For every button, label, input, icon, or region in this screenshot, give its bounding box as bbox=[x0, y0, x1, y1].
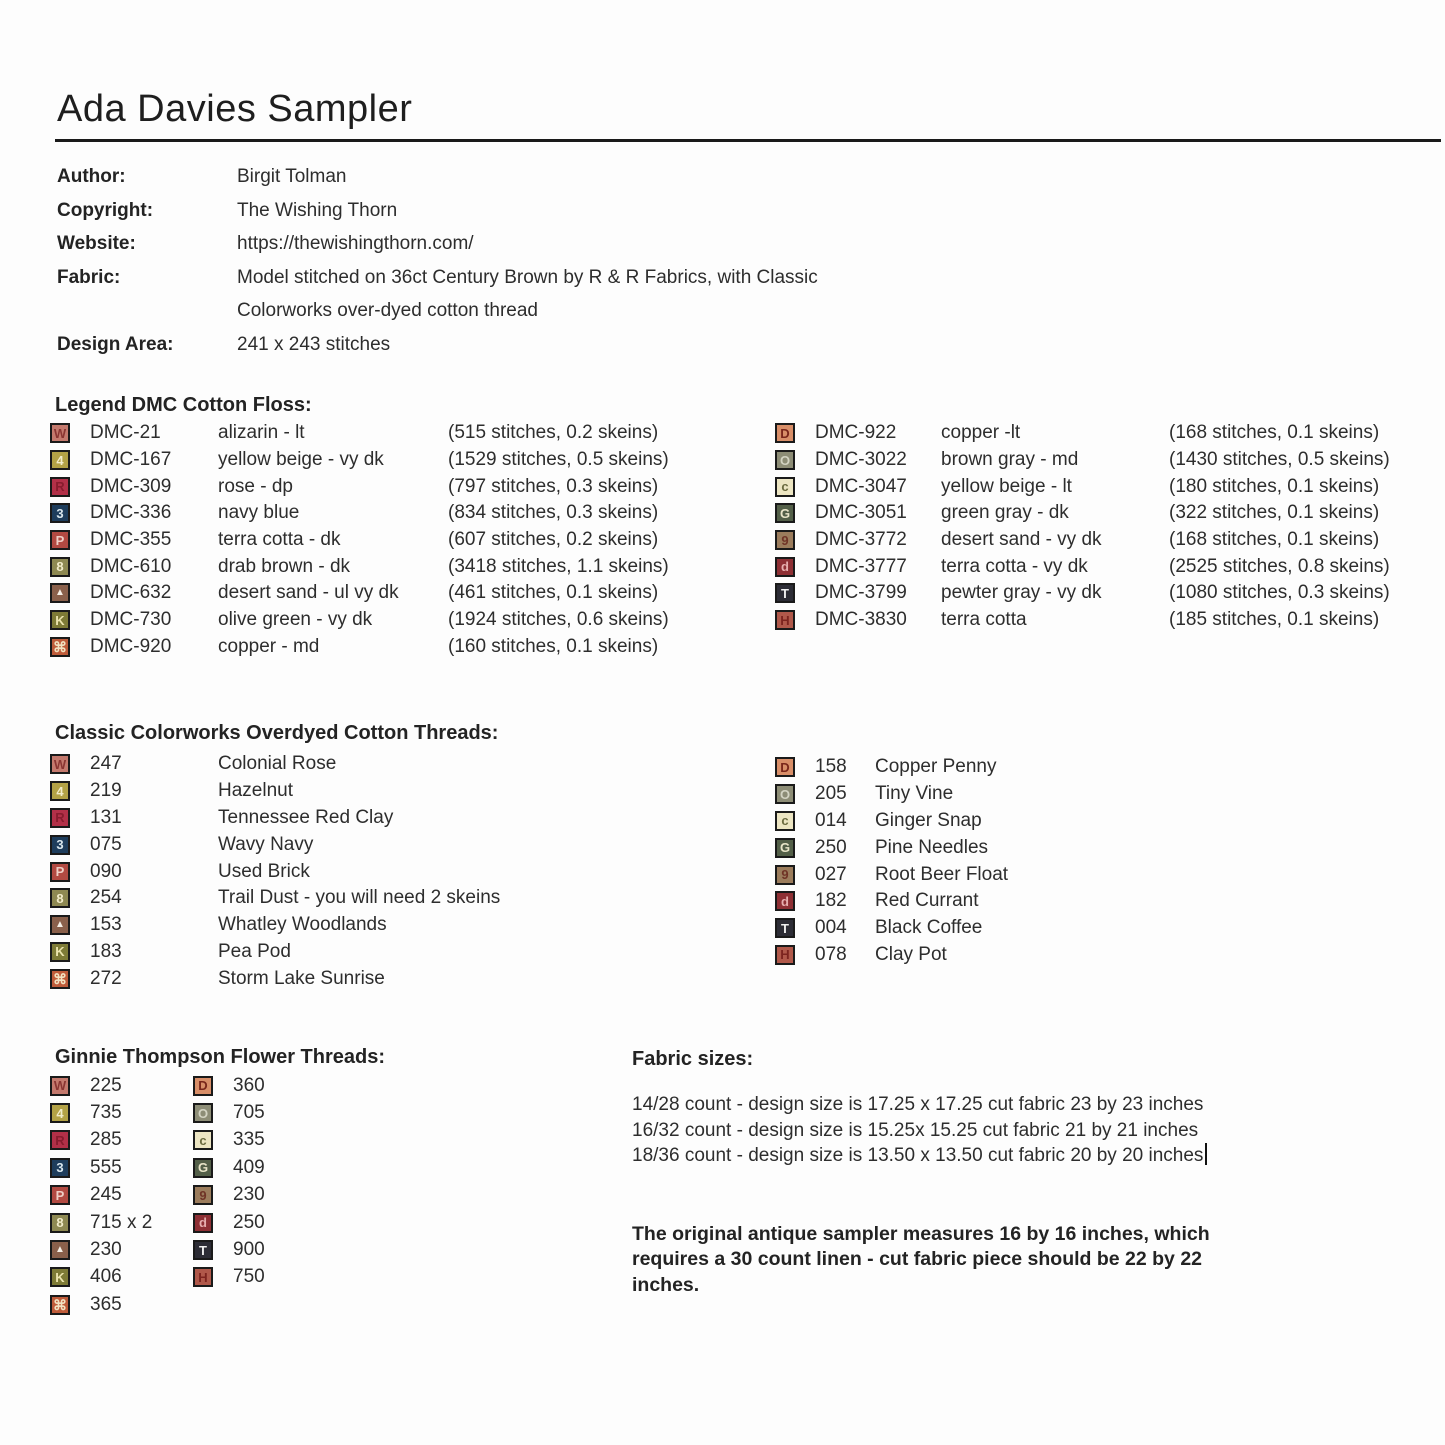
legend-code: DMC-3830 bbox=[815, 609, 907, 631]
meta-row-fabric bbox=[57, 261, 818, 328]
legend-row bbox=[193, 1182, 265, 1209]
legend-row bbox=[775, 888, 1008, 915]
legend-name: olive green - vy dk bbox=[218, 609, 373, 631]
legend-row bbox=[50, 912, 500, 939]
legend-code: DMC-3022 bbox=[815, 449, 907, 471]
symbol-w-icon: W bbox=[50, 754, 70, 774]
legend-row bbox=[50, 1154, 152, 1181]
legend-row bbox=[50, 1209, 152, 1236]
legend-usage: (322 stitches, 0.1 skeins) bbox=[1169, 502, 1380, 524]
legend-number: 272 bbox=[90, 967, 122, 989]
legend-number: 406 bbox=[90, 1266, 122, 1288]
legend-row bbox=[50, 1127, 152, 1154]
legend-row bbox=[50, 858, 500, 885]
symbol-r-icon: R bbox=[50, 1130, 70, 1150]
fabric-size-line: 14/28 count - design size is 17.25 x 17.25 cut fabric 23 by 23 inches bbox=[632, 1094, 1204, 1115]
legend-row bbox=[775, 781, 1008, 808]
legend-usage: (168 stitches, 0.1 skeins) bbox=[1169, 529, 1380, 551]
legend-code: DMC-3047 bbox=[815, 475, 907, 497]
symbol-k-icon: K bbox=[50, 1267, 70, 1287]
meta-value: 241 x 243 stitches bbox=[237, 333, 391, 355]
legend-name: copper -lt bbox=[941, 422, 1021, 444]
legend-row bbox=[50, 1264, 152, 1291]
legend-usage: (185 stitches, 0.1 skeins) bbox=[1169, 609, 1380, 631]
legend-row bbox=[193, 1236, 265, 1263]
legend-name: Colonial Rose bbox=[218, 753, 337, 775]
symbol-t-icon: T bbox=[193, 1240, 213, 1260]
symbol-c-icon: c bbox=[775, 811, 795, 831]
legend-row bbox=[50, 1099, 152, 1126]
legend-row bbox=[193, 1127, 265, 1154]
legend-name: drab brown - dk bbox=[218, 555, 351, 577]
legend-row bbox=[775, 500, 1390, 527]
legend-row bbox=[775, 447, 1390, 474]
legend-number: 750 bbox=[233, 1266, 265, 1288]
symbol-p-icon: P bbox=[50, 1185, 70, 1205]
symbol-k-icon: K bbox=[50, 610, 70, 630]
legend-code: DMC-632 bbox=[90, 582, 172, 604]
legend-usage: (834 stitches, 0.3 skeins) bbox=[448, 502, 659, 524]
legend-code: DMC-610 bbox=[90, 555, 172, 577]
dmc-legend-heading: Legend DMC Cotton Floss: bbox=[55, 394, 312, 416]
legend-usage: (461 stitches, 0.1 skeins) bbox=[448, 582, 659, 604]
colorworks-right-column bbox=[775, 754, 1008, 968]
legend-number: 285 bbox=[90, 1129, 122, 1151]
symbol-3-icon: 3 bbox=[50, 835, 70, 855]
symbol-9-icon: 9 bbox=[775, 865, 795, 885]
legend-code: DMC-167 bbox=[90, 449, 172, 471]
legend-number: 004 bbox=[815, 917, 847, 939]
legend-code: DMC-3051 bbox=[815, 502, 907, 524]
legend-code: DMC-21 bbox=[90, 422, 161, 444]
legend-name: Tennessee Red Clay bbox=[218, 806, 394, 828]
meta-label: Fabric: bbox=[57, 266, 121, 288]
legend-name: Ginger Snap bbox=[875, 809, 982, 831]
symbol-9-icon: 9 bbox=[775, 530, 795, 550]
legend-row bbox=[775, 754, 1008, 781]
legend-row bbox=[50, 447, 669, 474]
legend-row bbox=[50, 527, 669, 554]
symbol-d-icon: D bbox=[775, 757, 795, 777]
legend-name: Copper Penny bbox=[875, 756, 997, 778]
legend-code: DMC-336 bbox=[90, 502, 172, 524]
legend-row bbox=[193, 1072, 265, 1099]
legend-name: pewter gray - vy dk bbox=[941, 582, 1102, 604]
legend-usage: (1080 stitches, 0.3 skeins) bbox=[1169, 582, 1390, 604]
symbol-command-icon: ⌘ bbox=[50, 1295, 70, 1315]
legend-name: terra cotta bbox=[941, 609, 1027, 631]
symbol-r-icon: R bbox=[50, 477, 70, 497]
legend-row bbox=[50, 885, 500, 912]
legend-code: DMC-3777 bbox=[815, 555, 907, 577]
meta-label: Copyright: bbox=[57, 199, 154, 221]
meta-value: Birgit Tolman bbox=[237, 166, 347, 187]
symbol-d-icon: D bbox=[193, 1076, 213, 1096]
legend-number: 555 bbox=[90, 1156, 122, 1178]
legend-row bbox=[50, 805, 500, 832]
symbol-w-icon: W bbox=[50, 423, 70, 443]
symbol-p-icon: P bbox=[50, 862, 70, 882]
legend-number: 131 bbox=[90, 806, 122, 828]
legend-name: terra cotta - vy dk bbox=[941, 555, 1088, 577]
legend-number: 254 bbox=[90, 887, 122, 909]
sampler-note-block bbox=[632, 1222, 1210, 1298]
legend-row bbox=[775, 473, 1390, 500]
legend-number: 183 bbox=[90, 940, 122, 962]
legend-number: 027 bbox=[815, 863, 847, 885]
fabric-line-1: Model stitched on 36ct Century Brown by R & R Fabrics, with Classic bbox=[237, 266, 818, 288]
legend-row bbox=[50, 553, 669, 580]
legend-usage: (607 stitches, 0.2 skeins) bbox=[448, 529, 659, 551]
legend-code: DMC-922 bbox=[815, 422, 897, 444]
legend-row bbox=[775, 580, 1390, 607]
fabric-line-2: Colorworks over-dyed cotton thread bbox=[237, 300, 538, 322]
legend-usage: (3418 stitches, 1.1 skeins) bbox=[448, 555, 669, 577]
legend-row bbox=[50, 420, 669, 447]
legend-name: Used Brick bbox=[218, 860, 310, 882]
colorworks-left-column bbox=[50, 751, 500, 992]
symbol-c-icon: c bbox=[193, 1130, 213, 1150]
legend-row bbox=[775, 915, 1008, 942]
title-divider bbox=[55, 139, 1441, 142]
meta-value: The Wishing Thorn bbox=[237, 199, 398, 221]
legend-number: 205 bbox=[815, 783, 847, 805]
ginnie-right-column bbox=[193, 1072, 265, 1291]
ginnie-heading: Ginnie Thompson Flower Threads: bbox=[55, 1046, 386, 1068]
legend-name: desert sand - vy dk bbox=[941, 529, 1102, 551]
legend-row bbox=[50, 965, 500, 992]
legend-row bbox=[193, 1154, 265, 1181]
legend-number: 182 bbox=[815, 890, 847, 912]
legend-row bbox=[50, 1291, 152, 1318]
legend-name: yellow beige - lt bbox=[941, 475, 1072, 497]
symbol-d-lower-icon: d bbox=[193, 1213, 213, 1233]
legend-number: 900 bbox=[233, 1239, 265, 1261]
legend-number: 409 bbox=[233, 1156, 265, 1178]
dmc-legend-left-column bbox=[50, 420, 669, 660]
symbol-4-icon: 4 bbox=[50, 781, 70, 801]
legend-number: 225 bbox=[90, 1074, 122, 1096]
legend-number: 705 bbox=[233, 1102, 265, 1124]
legend-row bbox=[50, 1182, 152, 1209]
meta-label: Design Area: bbox=[57, 333, 174, 355]
fabric-size-line: 16/32 count - design size is 15.25x 15.25 cut fabric 21 by 21 inches bbox=[632, 1119, 1199, 1141]
legend-usage: (797 stitches, 0.3 skeins) bbox=[448, 475, 659, 497]
legend-name: Pine Needles bbox=[875, 836, 989, 858]
legend-code: DMC-920 bbox=[90, 635, 172, 657]
legend-row bbox=[193, 1264, 265, 1291]
legend-row bbox=[775, 420, 1390, 447]
fabric-sizes-heading: Fabric sizes: bbox=[632, 1048, 754, 1070]
legend-number: 158 bbox=[815, 756, 847, 778]
legend-row bbox=[50, 473, 669, 500]
meta-row-copyright bbox=[57, 194, 818, 228]
legend-row bbox=[775, 527, 1390, 554]
legend-name: Hazelnut bbox=[218, 780, 293, 802]
symbol-8-icon: 8 bbox=[50, 557, 70, 577]
legend-row bbox=[775, 808, 1008, 835]
legend-number: 078 bbox=[815, 943, 847, 965]
legend-name: Pea Pod bbox=[218, 940, 291, 962]
colorworks-heading: Classic Colorworks Overdyed Cotton Threads: bbox=[55, 722, 499, 744]
fabric-size-line bbox=[632, 1143, 1207, 1169]
legend-usage: (168 stitches, 0.1 skeins) bbox=[1169, 422, 1380, 444]
legend-number: 715 x 2 bbox=[90, 1211, 153, 1233]
legend-row bbox=[775, 834, 1008, 861]
legend-row bbox=[775, 861, 1008, 888]
legend-name: copper - md bbox=[218, 635, 320, 657]
symbol-4-icon: 4 bbox=[50, 450, 70, 470]
legend-usage: (160 stitches, 0.1 skeins) bbox=[448, 635, 659, 657]
legend-code: DMC-309 bbox=[90, 475, 172, 497]
legend-number: 230 bbox=[233, 1184, 265, 1206]
legend-usage: (1924 stitches, 0.6 skeins) bbox=[448, 609, 669, 631]
legend-code: DMC-355 bbox=[90, 529, 172, 551]
legend-row bbox=[50, 778, 500, 805]
symbol-g-icon: G bbox=[775, 503, 795, 523]
legend-usage: (515 stitches, 0.2 skeins) bbox=[448, 422, 659, 444]
legend-code: DMC-3772 bbox=[815, 529, 907, 551]
legend-usage: (1529 stitches, 0.5 skeins) bbox=[448, 449, 669, 471]
text-caret bbox=[1205, 1143, 1207, 1165]
symbol-p-icon: P bbox=[50, 530, 70, 550]
legend-row bbox=[775, 942, 1008, 969]
legend-name: Storm Lake Sunrise bbox=[218, 967, 385, 989]
legend-number: 365 bbox=[90, 1293, 122, 1315]
symbol-9-icon: 9 bbox=[193, 1185, 213, 1205]
legend-row bbox=[50, 939, 500, 966]
legend-number: 230 bbox=[90, 1239, 122, 1261]
symbol-h-icon: H bbox=[193, 1267, 213, 1287]
legend-row bbox=[50, 1236, 152, 1263]
legend-usage: (2525 stitches, 0.8 skeins) bbox=[1169, 555, 1390, 577]
legend-number: 247 bbox=[90, 753, 122, 775]
meta-row-author bbox=[57, 160, 818, 194]
legend-name: navy blue bbox=[218, 502, 300, 524]
legend-number: 219 bbox=[90, 780, 122, 802]
legend-code: DMC-3799 bbox=[815, 582, 907, 604]
legend-name: Root Beer Float bbox=[875, 863, 1009, 885]
legend-number: 245 bbox=[90, 1184, 122, 1206]
meta-label: Website: bbox=[57, 233, 136, 255]
symbol-c-icon: c bbox=[775, 477, 795, 497]
note-line: The original antique sampler measures 16 by 16 inches, which bbox=[632, 1223, 1210, 1245]
legend-number: 250 bbox=[815, 836, 847, 858]
symbol-triangle-icon: ▲ bbox=[50, 915, 70, 935]
symbol-t-icon: T bbox=[775, 583, 795, 603]
symbol-triangle-icon: ▲ bbox=[50, 583, 70, 603]
symbol-d-icon: D bbox=[775, 423, 795, 443]
symbol-k-icon: K bbox=[50, 942, 70, 962]
legend-usage: (180 stitches, 0.1 skeins) bbox=[1169, 475, 1380, 497]
legend-name: Black Coffee bbox=[875, 917, 983, 939]
meta-block bbox=[57, 160, 818, 362]
symbol-command-icon: ⌘ bbox=[50, 969, 70, 989]
symbol-g-icon: G bbox=[193, 1158, 213, 1178]
symbol-t-icon: T bbox=[775, 918, 795, 938]
meta-value bbox=[237, 261, 818, 328]
legend-name: Red Currant bbox=[875, 890, 979, 912]
legend-name: alizarin - lt bbox=[218, 422, 305, 444]
legend-row bbox=[775, 553, 1390, 580]
legend-row bbox=[50, 607, 669, 634]
meta-row-website bbox=[57, 227, 818, 261]
symbol-4-icon: 4 bbox=[50, 1103, 70, 1123]
legend-number: 075 bbox=[90, 833, 122, 855]
symbol-g-icon: G bbox=[775, 838, 795, 858]
legend-name: Whatley Woodlands bbox=[218, 914, 387, 936]
symbol-o-icon: O bbox=[775, 450, 795, 470]
legend-name: rose - dp bbox=[218, 475, 293, 497]
legend-row bbox=[50, 751, 500, 778]
legend-name: Tiny Vine bbox=[875, 783, 954, 805]
symbol-8-icon: 8 bbox=[50, 888, 70, 908]
symbol-w-icon: W bbox=[50, 1076, 70, 1096]
fabric-size-text: 18/36 count - design size is 13.50 x 13.50 cut fabric 20 by 20 inches bbox=[632, 1145, 1204, 1167]
legend-code: DMC-730 bbox=[90, 609, 172, 631]
legend-usage: (1430 stitches, 0.5 skeins) bbox=[1169, 449, 1390, 471]
legend-row bbox=[50, 831, 500, 858]
symbol-h-icon: H bbox=[775, 945, 795, 965]
note-line: requires a 30 count linen - cut fabric piece should be 22 by 22 bbox=[632, 1248, 1203, 1271]
symbol-d-lower-icon: d bbox=[775, 557, 795, 577]
fabric-sizes-block bbox=[632, 1092, 1207, 1169]
symbol-d-lower-icon: d bbox=[775, 891, 795, 911]
page-title: Ada Davies Sampler bbox=[57, 88, 413, 130]
legend-row bbox=[50, 500, 669, 527]
symbol-r-icon: R bbox=[50, 808, 70, 828]
legend-number: 735 bbox=[90, 1102, 122, 1124]
note-line: inches. bbox=[632, 1273, 700, 1296]
symbol-3-icon: 3 bbox=[50, 503, 70, 523]
symbol-h-icon: H bbox=[775, 610, 795, 630]
dmc-legend-right-column bbox=[775, 420, 1390, 634]
legend-name: Wavy Navy bbox=[218, 833, 314, 855]
legend-number: 090 bbox=[90, 860, 122, 882]
legend-name: terra cotta - dk bbox=[218, 529, 341, 551]
ginnie-left-column bbox=[50, 1072, 152, 1319]
website-link[interactable]: https://thewishingthorn.com/ bbox=[237, 233, 474, 255]
legend-row bbox=[193, 1099, 265, 1126]
legend-row bbox=[775, 607, 1390, 634]
meta-row-design-area bbox=[57, 328, 818, 362]
legend-row bbox=[50, 634, 669, 661]
symbol-8-icon: 8 bbox=[50, 1213, 70, 1233]
meta-label: Author: bbox=[57, 166, 126, 187]
legend-number: 250 bbox=[233, 1211, 265, 1233]
legend-name: desert sand - ul vy dk bbox=[218, 582, 399, 604]
symbol-o-icon: O bbox=[775, 784, 795, 804]
legend-number: 153 bbox=[90, 914, 122, 936]
legend-row bbox=[50, 580, 669, 607]
symbol-command-icon: ⌘ bbox=[50, 637, 70, 657]
legend-number: 360 bbox=[233, 1074, 265, 1096]
legend-number: 014 bbox=[815, 809, 847, 831]
legend-name: brown gray - md bbox=[941, 449, 1079, 471]
symbol-triangle-icon: ▲ bbox=[50, 1240, 70, 1260]
legend-row bbox=[193, 1209, 265, 1236]
legend-number: 335 bbox=[233, 1129, 265, 1151]
legend-name: yellow beige - vy dk bbox=[218, 449, 384, 471]
symbol-3-icon: 3 bbox=[50, 1158, 70, 1178]
legend-name: Trail Dust - you will need 2 skeins bbox=[218, 887, 501, 909]
legend-name: Clay Pot bbox=[875, 943, 947, 965]
legend-name: green gray - dk bbox=[941, 502, 1069, 524]
symbol-o-icon: O bbox=[193, 1103, 213, 1123]
legend-row bbox=[50, 1072, 152, 1099]
